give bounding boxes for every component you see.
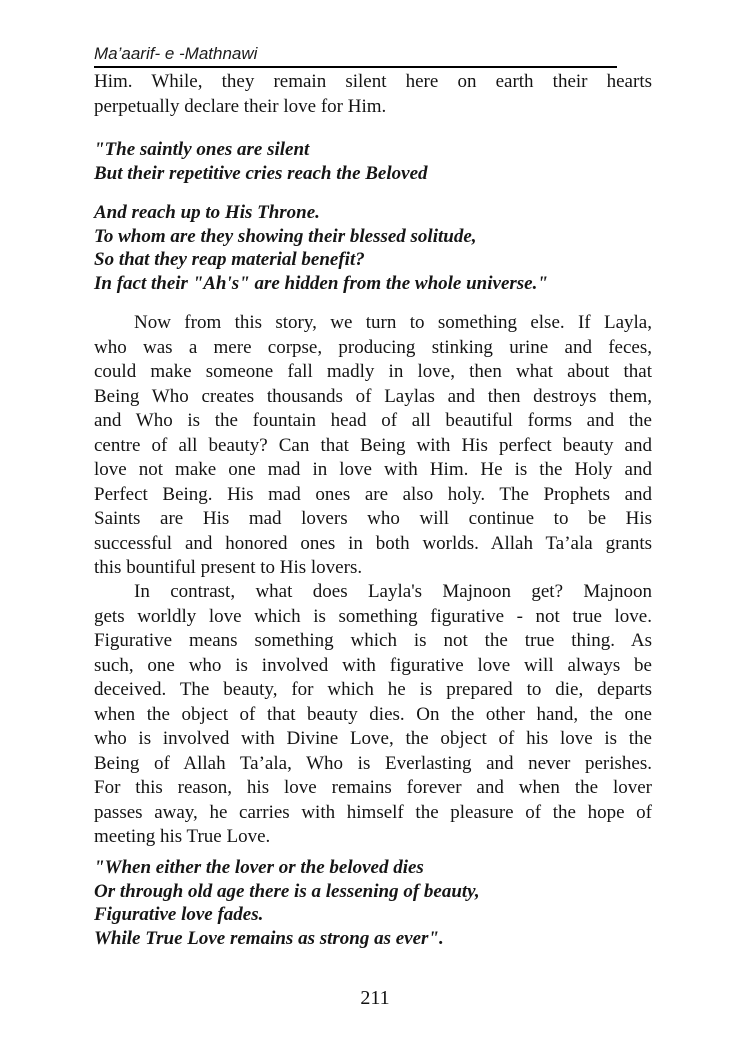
text-line: gets worldly love which is something figurative - not true love. [94,605,652,627]
text-line: But their repetitive cries reach the Beloved [94,162,428,184]
text-line: could make someone fall madly in love, then what about that [94,361,652,382]
paragraph-layla [94,311,652,581]
text-line: meeting his True Love. [94,826,271,847]
running-header-title: Ma’aarif- e -Mathnawi [94,44,617,68]
text-line: successful and honored ones in both worlds. Allah Ta’ala grants [94,532,652,554]
text-line: And reach up to His Throne. [94,202,320,223]
paragraph-contrast [94,580,652,850]
text-line: Figurative love fades. [94,904,264,925]
text-line: love not make one mad in love with Him. He is the Holy and [94,459,652,480]
page-number: 211 [360,987,390,1009]
verse-quote-final [94,856,652,950]
text-line: To whom are they showing their blessed solitude, [94,225,477,247]
verse-quote-stanza-2 [94,201,652,295]
text-line: Or through old age there is a lessening of beauty, [94,880,480,902]
text-line: when the object of that beauty dies. On the other hand, the one [94,703,652,725]
verse-quote-stanza-1 [94,138,652,185]
text-line: deceived. The beauty, for which he is prepared to die, departs [94,679,652,700]
text-line: In fact their "Ah's" are hidden from the whole universe." [94,272,548,294]
text-line: For this reason, his love remains forever and when the lover [94,777,652,798]
text-line: this bountiful present to His lovers. [94,557,363,578]
text-line: who is involved with Divine Love, the object of his love is the [94,728,652,749]
text-line: So that they reap material benefit? [94,249,365,270]
text-line: Being Who creates thousands of Laylas and then destroys them, [94,385,652,407]
text-line: Saints are His mad lovers who will continue to be His [94,508,652,529]
paragraph-intro [94,70,652,119]
text-line: centre of all beauty? Can that Being with His perfect beauty and [94,434,652,456]
text-line: In contrast, what does Layla's Majnoon get? Majnoon [134,581,652,602]
text-line: Now from this story, we turn to something else. If Layla, [134,312,652,333]
text-line: "The saintly ones are silent [94,139,310,160]
text-line: perpetually declare their love for Him. [94,95,387,117]
text-line: Him. While, they remain silent here on earth their hearts [94,71,652,92]
text-line: who was a mere corpse, producing stinking urine and feces, [94,336,652,358]
text-line: While True Love remains as strong as ever". [94,927,444,949]
text-line: Perfect Being. His mad ones are also holy. The Prophets and [94,483,652,505]
text-line: and Who is the fountain head of all beautiful forms and the [94,410,652,431]
text-line: passes away, he carries with himself the pleasure of the hope of [94,801,652,823]
text-line: Figurative means something which is not the true thing. As [94,630,652,651]
text-line: such, one who is involved with figurative love will always be [94,654,652,676]
text-line: "When either the lover or the beloved dies [94,857,424,878]
text-line: Being of Allah Ta’ala, Who is Everlasting and never perishes. [94,752,652,774]
